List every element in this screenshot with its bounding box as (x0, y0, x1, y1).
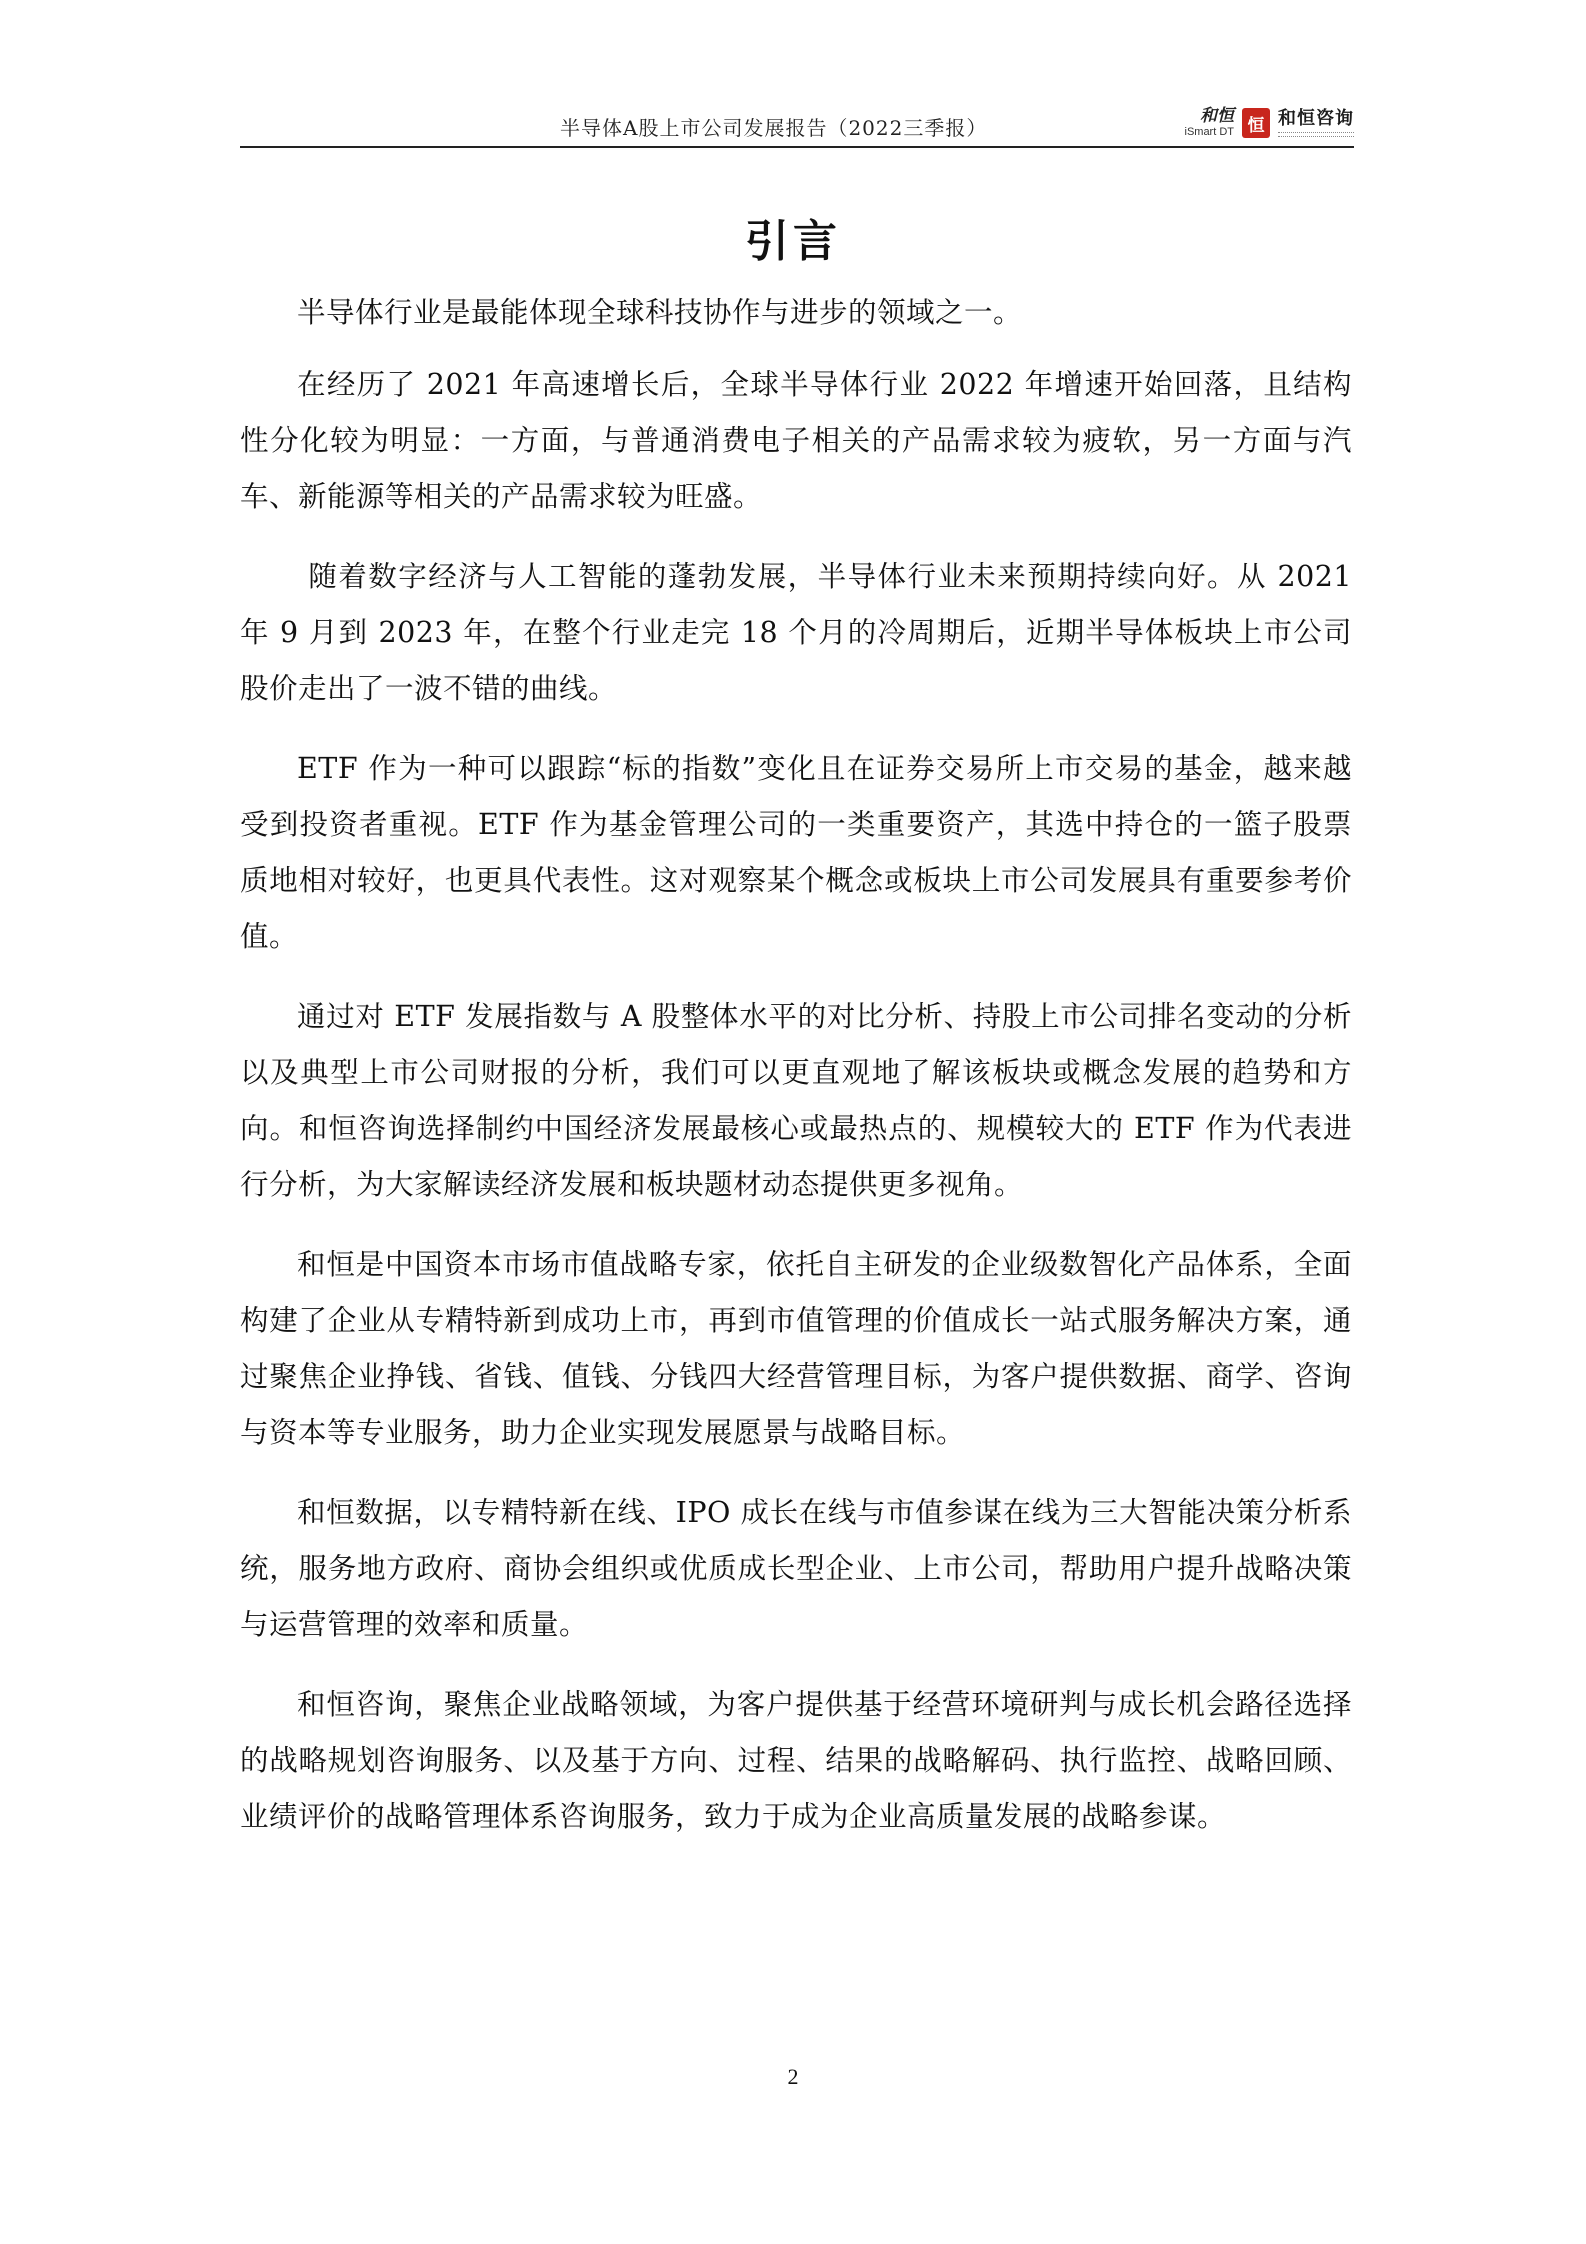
body-paragraph: 随着数字经济与人工智能的蓬勃发展，半导体行业未来预期持续向好。从 2021 年 9 月到 2023 年，在整个行业走完 18 个月的冷周期后，近期半导体板块上市公司股价走出了一波不错的曲线。 (240, 560, 1352, 705)
hehang-consulting-logo (1278, 107, 1354, 137)
body-paragraph: 和恒数据，以专精特新在线、IPO 成长在线与市值参谋在线为三大智能决策分析系统，服务地方政府、商协会组织或优质成长型企业、上市公司，帮助用户提升战略决策与运营管理的效率和质量。 (240, 1496, 1352, 1641)
ismart-logo-subtitle: iSmart DT (1184, 126, 1234, 138)
body-paragraph: 和恒咨询，聚焦企业战略领域，为客户提供基于经营环境研判与成长机会路径选择的战略规划咨询服务、以及基于方向、过程、结果的战略解码、执行监控、战略回顾、业绩评价的战略管理体系咨询服务，致力于成为企业高质量发展的战略参谋。 (240, 1688, 1352, 1833)
ismart-dt-logo (1185, 108, 1235, 138)
hehang-seal-logo: 恒 (1242, 108, 1270, 138)
hehang-consulting-tagline-rule (1278, 132, 1354, 137)
body-paragraph: 半导体行业是最能体现全球科技协作与进步的领域之一。 (297, 296, 1023, 329)
page-number: 2 (787, 2064, 799, 2089)
document-title: 引言 (745, 216, 841, 267)
hehang-consulting-name: 和恒咨询 (1278, 107, 1354, 129)
header-logos (1185, 104, 1355, 142)
body-paragraph: ETF 作为一种可以跟踪“标的指数”变化且在证券交易所上市交易的基金，越来越受到投资者重视。ETF 作为基金管理公司的一类重要资产，其选中持仓的一篮子股票质地相对较好，也更具代表性。这对观察某个概念或板块上市公司发展具有重要参考价值。 (240, 752, 1352, 953)
body-paragraph: 通过对 ETF 发展指数与 A 股整体水平的对比分析、持股上市公司排名变动的分析以及典型上市公司财报的分析，我们可以更直观地了解该板块或概念发展的趋势和方向。和恒咨询选择制约中国经济发展最核心或最热点的、规模较大的 ETF 作为代表进行分析，为大家解读经济发展和板块题材动态提供更多视角。 (240, 1000, 1352, 1201)
page-header (240, 100, 1354, 148)
body-paragraph: 在经历了 2021 年高速增长后，全球半导体行业 2022 年增速开始回落，且结构性分化较为明显：一方面，与普通消费电子相关的产品需求较为疲软，另一方面与汽车、新能源等相关的产品需求较为旺盛。 (240, 368, 1352, 513)
ismart-logo-script: 和恒 (1200, 106, 1234, 126)
document-body (240, 285, 1352, 1869)
header-title: 半导体A股上市公司发展报告（2022三季报） (560, 116, 988, 140)
body-paragraph: 和恒是中国资本市场市值战略专家，依托自主研发的企业级数智化产品体系，全面构建了企业从专精特新到成功上市，再到市值管理的价值成长一站式服务解决方案，通过聚焦企业挣钱、省钱、值钱、分钱四大经营管理目标，为客户提供数据、商学、咨询与资本等专业服务，助力企业实现发展愿景与战略目标。 (240, 1248, 1352, 1449)
